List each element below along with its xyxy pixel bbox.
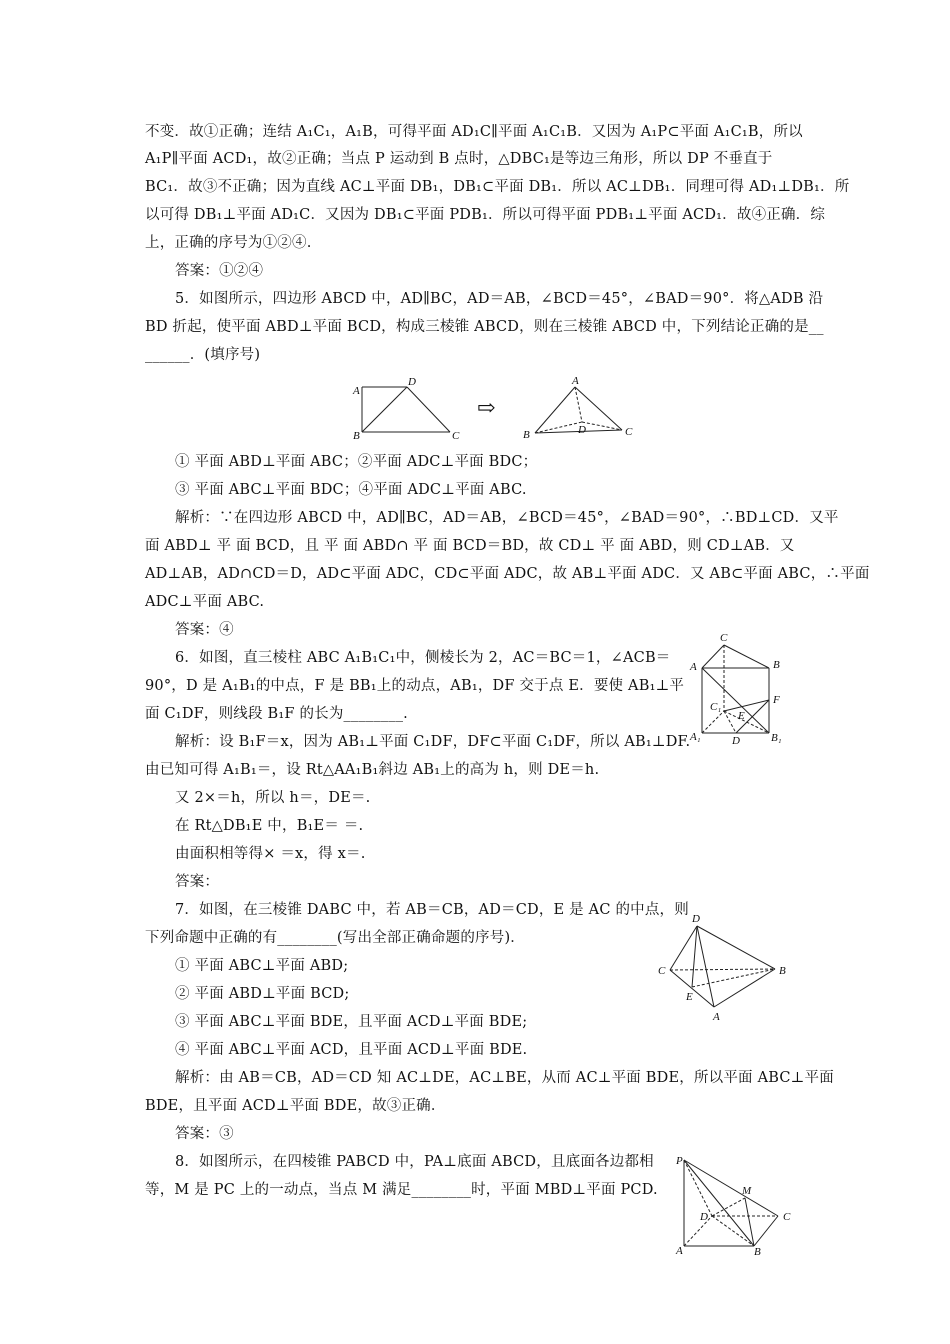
option-line: ③ 平面 ABC⊥平面 BDC；④平面 ADC⊥平面 ABC. bbox=[175, 482, 527, 498]
figure-7 bbox=[655, 908, 795, 1023]
figure-8 bbox=[672, 1148, 798, 1258]
fig5-label-b: B bbox=[353, 430, 360, 442]
question-7-line: 下列命题中正确的有________(写出全部正确命题的序号)． bbox=[145, 930, 526, 946]
fig6-label-f: F bbox=[773, 694, 780, 706]
question-7-line: 7．如图，在三棱锥 DABC 中，若 AB＝CB，AD＝CD，E 是 AC 的中点，则 bbox=[175, 902, 689, 918]
figure-6 bbox=[688, 628, 798, 746]
fig5-label-b2: B bbox=[523, 429, 530, 441]
option-line: ② 平面 ABD⊥平面 BCD; bbox=[175, 986, 350, 1002]
fig5-label-d2: D bbox=[578, 424, 586, 436]
figure-6-drawing bbox=[688, 628, 798, 746]
figure-5-drawing bbox=[345, 375, 645, 445]
analysis-line: 面 ABD⊥ 平 面 BCD，且 平 面 ABD∩ 平 面 BCD＝BD，故 CD⊥ 平 面 ABD，则 CD⊥AB．又 bbox=[145, 538, 795, 554]
analysis-line: BDE，且平面 ACD⊥平面 BDE，故③正确． bbox=[145, 1098, 446, 1114]
question-6-line: 面 C₁DF，则线段 B₁F 的长为________. bbox=[145, 706, 408, 722]
analysis-line: 在 Rt△DB₁E 中，B₁E＝ ＝. bbox=[175, 818, 364, 834]
figure-5 bbox=[345, 375, 645, 445]
fig7-label-e: E bbox=[686, 991, 693, 1003]
fig5-label-d: D bbox=[408, 376, 416, 388]
question-5-line: 5．如图所示，四边形 ABCD 中，AD∥BC，AD＝AB，∠BCD＝45°，∠BAD＝90°．将△ADB 沿 bbox=[175, 291, 824, 307]
fig8-label-a: A bbox=[676, 1245, 683, 1257]
fig6-label-a1: A₁ bbox=[690, 731, 701, 743]
text-line: 不变．故①正确；连结 A₁C₁，A₁B，可得平面 AD₁C∥平面 A₁C₁B．又因为 A₁P⊂平面 A₁C₁B，所以 bbox=[145, 124, 803, 140]
arrow-icon: ⇨ bbox=[477, 395, 496, 420]
analysis-line: 又 2×＝h，所以 h＝，DE＝. bbox=[175, 790, 371, 806]
fig6-label-d: D bbox=[732, 735, 740, 746]
fig5-label-c2: C bbox=[625, 426, 633, 438]
answer-line: 答案：④ bbox=[175, 622, 234, 638]
fig6-label-b1: B₁ bbox=[771, 732, 782, 744]
analysis-line: 解析：设 B₁F＝x，因为 AB₁⊥平面 C₁DF，DF⊂平面 C₁DF，所以 AB₁⊥DF. bbox=[175, 734, 691, 750]
question-5-line: BD 折起，使平面 ABD⊥平面 BCD，构成三棱锥 ABCD，则在三棱锥 ABCD 中，下列结论正确的是__ bbox=[145, 319, 824, 335]
fig8-label-b: B bbox=[754, 1246, 761, 1258]
question-8-line: 等，M 是 PC 上的一动点，当点 M 满足________时，平面 MBD⊥平面 PCD. bbox=[145, 1182, 658, 1198]
fig8-label-c: C bbox=[783, 1211, 791, 1223]
figure-7-drawing bbox=[655, 908, 795, 1023]
fig7-label-c: C bbox=[658, 965, 666, 977]
fig6-label-a: A bbox=[690, 661, 697, 673]
analysis-line: 由面积相等得× ＝x，得 x＝. bbox=[175, 846, 366, 862]
text-line: A₁P∥平面 ACD₁，故②正确；当点 P 运动到 B 点时，△DBC₁是等边三角形，所以 DP 不垂直于 bbox=[145, 151, 773, 167]
option-line: ③ 平面 ABC⊥平面 BDE，且平面 ACD⊥平面 BDE; bbox=[175, 1014, 528, 1030]
fig6-label-c: C bbox=[720, 632, 728, 644]
fig7-label-b: B bbox=[779, 965, 786, 977]
analysis-line: 解析：∵在四边形 ABCD 中，AD∥BC，AD＝AB，∠BCD＝45°，∠BAD＝90°，∴BD⊥CD．又平 bbox=[175, 510, 839, 526]
fig5-label-a: A bbox=[353, 385, 360, 397]
analysis-line: ADC⊥平面 ABC. bbox=[145, 594, 265, 610]
answer-line: 答案：③ bbox=[175, 1126, 234, 1142]
option-line: ① 平面 ABC⊥平面 ABD; bbox=[175, 958, 349, 974]
fig6-label-c1: C₁ bbox=[710, 701, 722, 713]
question-5-line: ______．(填序号) bbox=[145, 347, 261, 363]
fig8-label-p: P bbox=[676, 1155, 683, 1167]
text-line: BC₁．故③不正确；因为直线 AC⊥平面 DB₁，DB₁⊂平面 DB₁．所以 AC⊥DB₁．同理可得 AD₁⊥DB₁．所 bbox=[145, 179, 850, 195]
answer-line: 答案： bbox=[175, 874, 220, 890]
fig6-label-e: E bbox=[738, 710, 745, 722]
analysis-line: 由已知可得 A₁B₁＝，设 Rt△AA₁B₁斜边 AB₁上的高为 h，则 DE＝h. bbox=[145, 762, 600, 778]
fig7-label-d: D bbox=[692, 913, 700, 925]
fig8-label-d: D bbox=[700, 1211, 708, 1223]
option-line: ① 平面 ABD⊥平面 ABC；②平面 ADC⊥平面 BDC； bbox=[175, 454, 538, 470]
answer-line: 答案：①②④ bbox=[175, 263, 264, 279]
fig8-label-m: M bbox=[742, 1185, 752, 1197]
question-6-line: 90°，D 是 A₁B₁的中点，F 是 BB₁上的动点，AB₁，DF 交于点 E．要使 AB₁⊥平 bbox=[145, 678, 685, 694]
option-line: ④ 平面 ABC⊥平面 ACD，且平面 ACD⊥平面 BDE. bbox=[175, 1042, 528, 1058]
figure-8-drawing bbox=[672, 1148, 798, 1258]
analysis-line: 解析：由 AB＝CB，AD＝CD 知 AC⊥DE，AC⊥BE，从而 AC⊥平面 BDE，所以平面 ABC⊥平面 bbox=[175, 1070, 834, 1086]
fig5-label-a2: A bbox=[572, 375, 579, 387]
fig5-label-c: C bbox=[452, 430, 460, 442]
fig7-label-a: A bbox=[713, 1011, 720, 1023]
question-6-line: 6．如图，直三棱柱 ABC A₁B₁C₁中，侧棱长为 2，AC＝BC＝1，∠ACB＝ bbox=[175, 650, 671, 666]
text-line: 以可得 DB₁⊥平面 AD₁C．又因为 DB₁⊂平面 PDB₁．所以可得平面 PDB₁⊥平面 ACD₁．故④正确．综 bbox=[145, 207, 826, 223]
text-line: 上，正确的序号为①②④. bbox=[145, 235, 312, 251]
analysis-line: AD⊥AB，AD∩CD＝D，AD⊂平面 ADC，CD⊂平面 ADC，故 AB⊥平面 ADC．又 AB⊂平面 ABC，∴平面 bbox=[145, 566, 870, 582]
question-8-line: 8．如图所示，在四棱锥 PABCD 中，PA⊥底面 ABCD，且底面各边都相 bbox=[175, 1154, 654, 1170]
fig6-label-b: B bbox=[773, 659, 780, 671]
